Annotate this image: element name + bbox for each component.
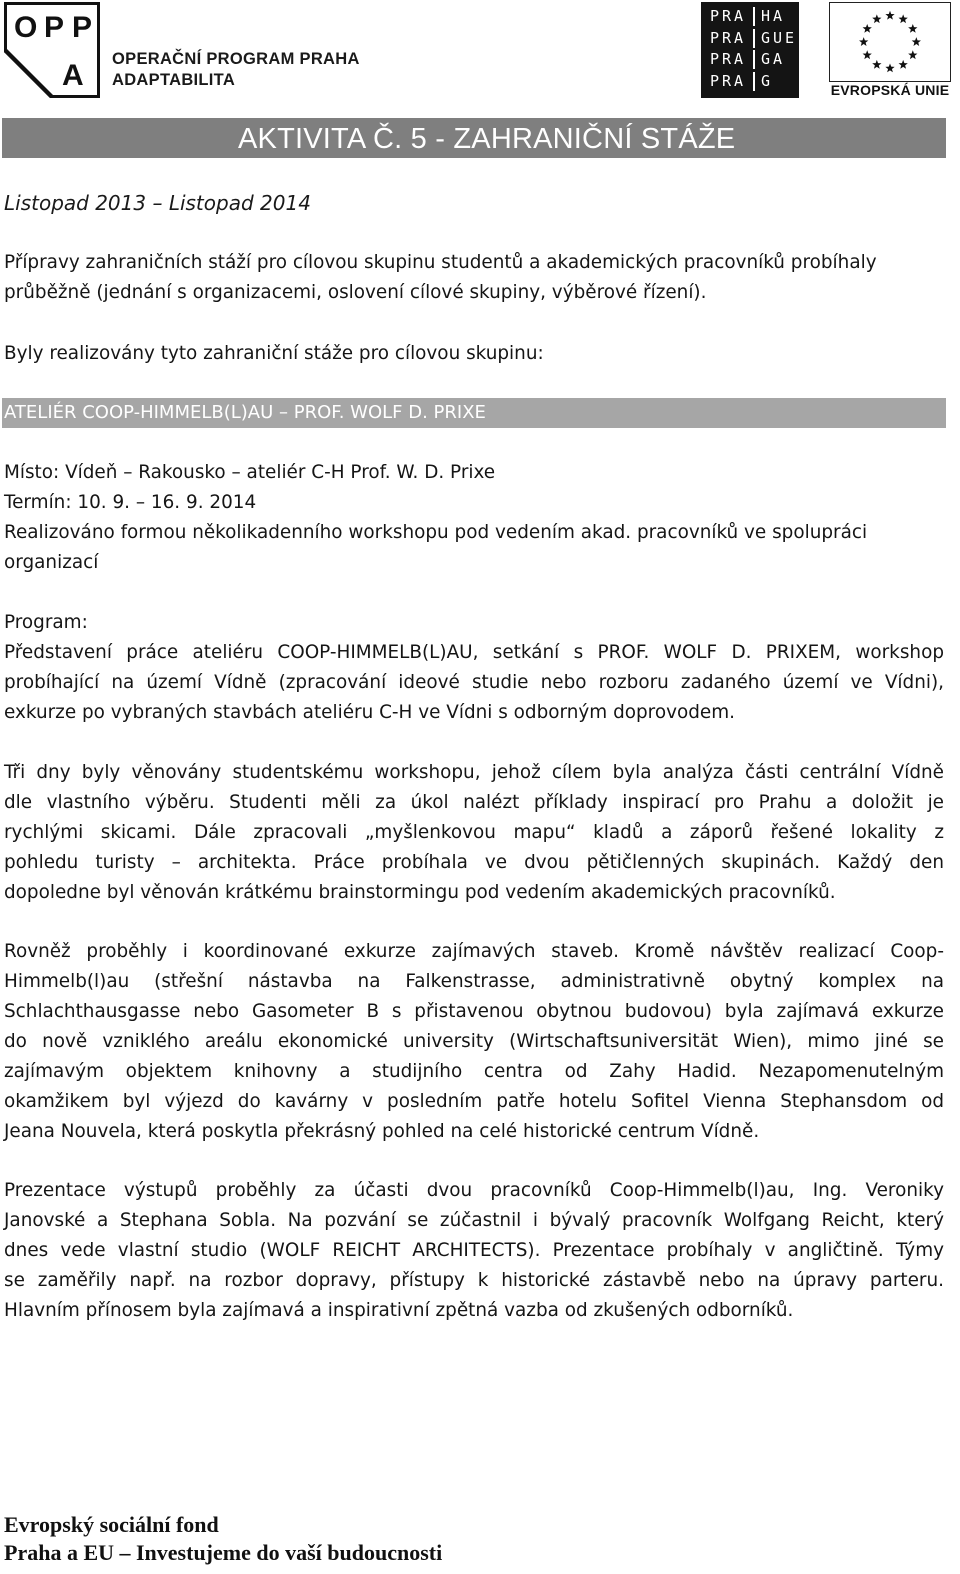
workshop-line: dle vlastního výběru. Studenti měli za úkol nalézt příklady inspirací pro Prahu a doložit je (4, 792, 944, 813)
intro-line: Přípravy zahraničních stáží pro cílovou skupinu studentů a akademických pracovníků probíhaly (4, 252, 877, 273)
excursions-line: zajímavým objektem knihovny a studijního centra od Zahy Hadid. Nezapomenutelným (4, 1061, 944, 1082)
excursions-line: Rovněž proběhly i koordinované exkurze zajímavých staveb. Kromě návštěv realizací Coop- (4, 941, 944, 962)
eu-star-icon (899, 14, 908, 23)
opp-letter-o: O (14, 11, 38, 44)
excursions-line: do nově vzniklého areálu ekonomické university (Wirtschaftsuniversität Wien), mimo jiné se (4, 1031, 944, 1052)
presentation-line: Prezentace výstupů proběhly za účasti dvou pracovníků Coop-Himmelb(l)au, Ing. Veroniky (4, 1180, 944, 1201)
form-text: organizací (4, 552, 99, 573)
praha-row: PRA GA (710, 50, 786, 68)
workshop-line: pohledu turisty – architekta. Práce probíhala ve dvou pětičlenných skupinách. Každý den (4, 852, 944, 873)
presentation-line: Janovské a Stephana Sobla. Na pozvání se zúčastnil i bývalý pracovník Wolfgang Reicht, který (4, 1210, 944, 1231)
opp-program-name (112, 49, 360, 91)
eu-star-icon (863, 50, 872, 59)
excursions-line: Schlachthausgasse nebo Gasometer B s přistavenou obytnou budovou) byla zajímavá exkurze (4, 1001, 944, 1022)
program-label: Program: (4, 612, 88, 633)
workshop-line: dopoledne byl věnován krátkému brainstormingu pod vedením akademických pracovníků. (4, 882, 836, 903)
form-text: Realizováno formou několikadenního workshopu pod vedením akad. pracovníků ve spolupráci (4, 522, 868, 543)
eu-flag-icon (829, 2, 951, 82)
program-line: probíhající na území Vídně (zpracování ideové studie nebo rozboru zadaného území ve Vídni), (4, 672, 944, 693)
presentation-paragraph (4, 1176, 944, 1326)
excursions-line: Himmelb(l)au (střešní nástavba na Falkenstrasse, administrativně obytný komplex na (4, 971, 944, 992)
details-block (4, 458, 944, 578)
eu-star-icon (885, 63, 894, 72)
presentation-line: Hlavním přínosem byla zajímavá a inspirativní zpětná vazba od zkušených odborníků. (4, 1300, 794, 1321)
praha-row: PRA G (710, 71, 774, 90)
opp-letter-a: A (62, 59, 84, 92)
eu-label: EVROPSKÁ UNIE (830, 82, 950, 98)
term-text: Termín: 10. 9. – 16. 9. 2014 (4, 492, 257, 513)
praha-row: PRA GUE (710, 28, 798, 47)
workshop-line: Tři dny byly věnovány studentskému workshopu, jehož cílem byla analýza části centrální Vídně (4, 762, 944, 783)
excursions-line: Jeana Nouvela, která poskytla překrásný pohled na celé historické centrum Vídně. (4, 1121, 760, 1142)
eu-star-icon (872, 14, 881, 23)
opp-line-1: OPERAČNÍ PROGRAM PRAHA (112, 50, 360, 68)
program-line: Představení práce ateliéru COOP-HIMMELB(L)AU, setkání s PROF. WOLF D. PRIXEM, workshop (4, 642, 944, 663)
presentation-line: se zaměřily např. na rozbor dopravy, přístupy k historické zástavbě nebo na úpravy parteru. (4, 1270, 944, 1291)
intro-paragraph (4, 248, 944, 308)
praha-row: PRA HA (710, 7, 786, 25)
excursions-line: okamžikem byl výjezd do kavárny v posledním patře hotelu Sofitel Vienna Stephansdom od (4, 1091, 944, 1112)
eu-star-icon (859, 37, 868, 46)
page-title: AKTIVITA Č. 5 - ZAHRANIČNÍ STÁŽE (238, 123, 736, 155)
eu-star-icon (863, 24, 872, 33)
place-text: Místo: Vídeň – Rakousko – ateliér C-H Prof. W. D. Prixe (4, 462, 496, 483)
footer-line-2: Praha a EU – Investujeme do vaší budoucnosti (4, 1540, 443, 1565)
presentation-line: dnes vede vlastní studio (WOLF REICHT ARCHITECTS). Prezentace probíhaly v angličtině. Týmy (4, 1240, 944, 1261)
realized-text: Byly realizovány tyto zahraniční stáže pro cílovou skupinu: (4, 343, 544, 364)
opp-letter-p2: P (72, 11, 93, 44)
workshop-paragraph (4, 758, 944, 908)
section-title: ATELIÉR COOP-HIMMELB(L)AU – PROF. WOLF D. PRIXE (4, 402, 486, 423)
eu-star-icon (908, 24, 917, 33)
workshop-line: rychlými skicami. Dále zpracovali „myšlenkovou mapu“ kladů a záporů řešené lokality z (4, 822, 944, 843)
opp-logo (4, 2, 100, 98)
praha-logo (701, 2, 799, 98)
eu-star-icon (908, 50, 917, 59)
opp-line-2: ADAPTABILITA (112, 71, 236, 89)
eu-star-icon (872, 60, 881, 69)
program-line: exkurze po vybraných stavbách ateliéru C-H ve Vídni s odborným doprovodem. (4, 702, 735, 723)
footer-line-1: Evropský sociální fond (4, 1512, 219, 1537)
intro-line: průběžně (jednání s organizacemi, oslovení cílové skupiny, výběrové řízení). (4, 282, 707, 303)
program-block (4, 608, 944, 728)
excursions-paragraph (4, 937, 944, 1147)
eu-star-icon (899, 60, 908, 69)
eu-star-icon (885, 11, 894, 20)
eu-star-icon (912, 37, 921, 46)
period-text: Listopad 2013 – Listopad 2014 (4, 191, 311, 215)
opp-letter-p1: P (44, 11, 65, 44)
